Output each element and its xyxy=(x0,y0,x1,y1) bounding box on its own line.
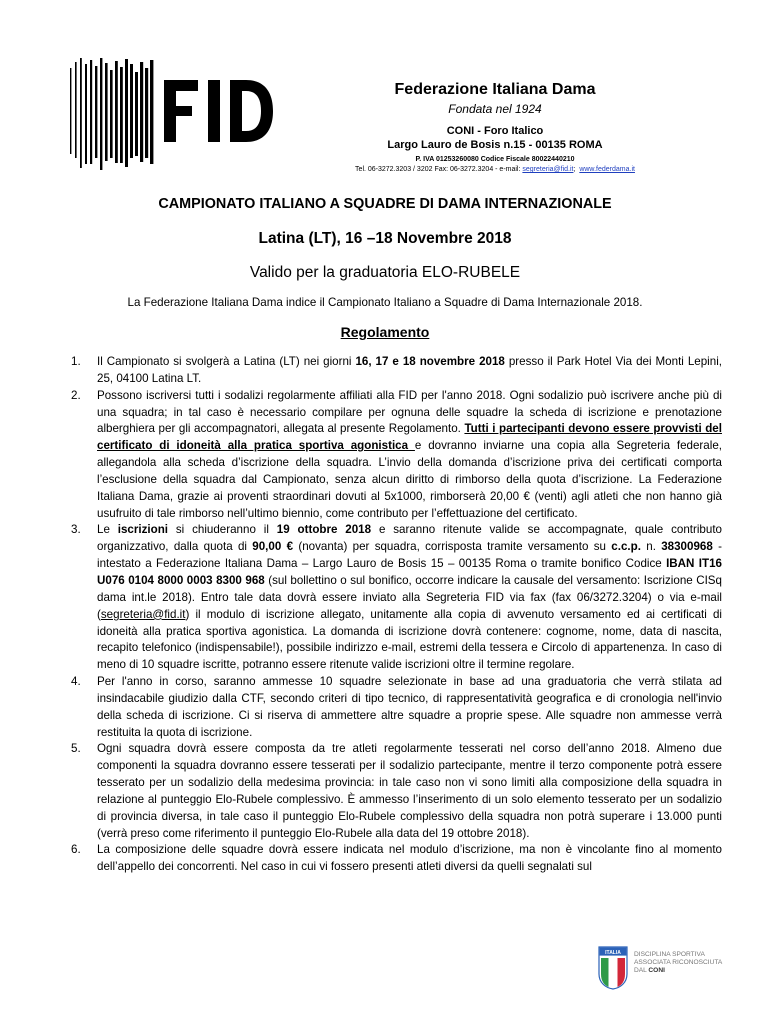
fid-logo-graphic xyxy=(70,58,275,170)
contacts-text: Tel. 06-3272.3203 / 3202 Fax: 06-3272.3204 - e-mail: xyxy=(355,166,523,173)
rule-item xyxy=(71,388,722,523)
org-coni-line: CONI - Foro Italico xyxy=(446,125,544,137)
event-dates: 16, 17 e 18 novembre 2018 xyxy=(355,355,505,368)
header-email-link[interactable]: segreteria@fid.it xyxy=(522,166,574,173)
org-contacts xyxy=(300,165,690,175)
shield-label: ITALIA xyxy=(605,950,621,956)
rule-number: 1. xyxy=(71,355,81,368)
rule-item xyxy=(71,741,722,842)
rule-number: 5. xyxy=(71,742,81,756)
iban-code: IBAN IT16 U076 0104 8000 0003 8300 968 xyxy=(97,557,722,587)
org-founded: Fondata nel 1924 xyxy=(448,102,542,116)
rule-text: e dovranno inviarne una copia alla Segreteria federale, allegandola alla scheda d’iscrizione della squadra. L’invio della domanda d’iscrizione priva dei certificati comporta l’esclusione della squadra dal Campionato, senza alcun diritto di rimborso della quota d’iscrizione. La Federazione Italiana Dama, grazie ai proventi straordinari dovuti al 5x1000, rimborserà 20,00 € (venti) agli atleti che non hanno già usufruito di tale rimborso nell’ultimo biennio, come contributo per l’effettuazione del certificato. xyxy=(97,439,722,520)
coni-line-1: DISCIPLINA SPORTIVA xyxy=(634,951,705,958)
document-title: CAMPIONATO ITALIANO A SQUADRE DI DAMA INTERNAZIONALE xyxy=(158,196,612,212)
registration-deadline: 19 ottobre 2018 xyxy=(276,523,372,537)
rule-text: Il Campionato si svolgerà a Latina (LT) nei giorni xyxy=(97,355,356,368)
ranking-validity: Valido per la graduatoria ELO-RUBELE xyxy=(249,264,521,281)
rule-text: - intestato a Federazione Italiana Dama – Largo Lauro de Bosis 15 – 00135 Roma o tramite bonifico Codice xyxy=(97,540,722,571)
iscrizioni-label: iscrizioni xyxy=(117,523,169,537)
rules-list xyxy=(71,354,722,876)
rule-text: presso il Park Hotel Via dei Monti Lepini, 25, 04100 Latina LT. xyxy=(97,355,722,385)
regolamento-heading: Regolamento xyxy=(340,324,430,340)
fid-logo xyxy=(70,58,275,170)
rule-text: Possono iscriversi tutti i sodalizi regolarmente affiliati alla FID per l'anno 2018. Ogni sodalizio può iscrivere anche più di una squadra; in tal caso è necessario compilare per ognuna delle squadre la scheda di iscrizione e prenotazione alberghiera per gli accompagnatori, allegata al presente Regolamento. xyxy=(97,388,722,436)
rule-text: (novanta) per squadra, corrisposta tramite versamento su xyxy=(293,540,612,554)
header-website-link[interactable]: www.federdama.it xyxy=(579,166,635,173)
segreteria-email-link[interactable]: segreteria@fid.it xyxy=(100,607,186,621)
org-address: Largo Lauro de Bosis n.15 - 00135 ROMA xyxy=(387,139,603,151)
ccp-label: c.c.p. xyxy=(611,540,641,554)
rule-text: ) il modulo di iscrizione allegato, unitamente alla copia di avvenuto versamento ed ai certificati di idoneità alla pratica sportiva agonistica. La domanda di iscrizione dovrà contenere: cognome, nome, data di nascita, recapito telefonico (indispensabile!), possibile indirizzo e-mail, estremi della tessera e Circolo di appartenenza. In caso di meno di 10 squadre iscritte, potranno essere ritenute valide iscrizioni oltre il termine regolare. xyxy=(97,607,722,672)
rule-text: si chiuderanno il xyxy=(168,523,277,537)
certificate-requirement: Tutti i partecipanti devono essere provvisti del certificato di idoneità alla pratica sportiva agonistica xyxy=(97,422,722,453)
coni-line-3-prefix: DAL xyxy=(634,967,649,974)
rule-text: Per l'anno in corso, saranno ammesse 10 squadre selezionate in base ad una graduatoria che verrà stilata ad insindacabile giudizio dalla CTF, secondo criteri di tipo tecnico, di rappresentatività geografica e di cronologia nell'invio della scheda di iscrizione. Ci si riserva di ammettere altre squadre a proprie spese. Alle squadre non ammesse verrà restituita la quota di iscrizione. xyxy=(97,675,722,739)
rule-text: (sul bollettino o sul bonifico, occorre indicare la causale del versamento: Iscrizione CISq dama int.le 2018). Entro tale data dovrà essere inviato alla Segreteria FID via fax (fax 06/3272.3204) o via e-mail ( xyxy=(97,573,722,621)
coni-brand: CONI xyxy=(648,967,665,974)
intro-paragraph: La Federazione Italiana Dama indice il Campionato Italiano a Squadre di Dama Internazionale 2018. xyxy=(127,296,643,309)
italia-shield-icon xyxy=(598,946,628,990)
contacts-separator: ; xyxy=(573,166,576,173)
event-location-dates: Latina (LT), 16 –18 Novembre 2018 xyxy=(258,230,512,247)
rule-item xyxy=(71,354,722,388)
rule-text: n. xyxy=(640,540,662,554)
org-piva: P. IVA 01253260080 Codice Fiscale 80022440210 xyxy=(415,156,575,163)
rule-number: 6. xyxy=(71,843,81,857)
ccp-number: 38300968 xyxy=(661,540,713,554)
rule-text: Ogni squadra dovrà essere composta da tre atleti regolarmente tesserati nel corso dell’anno 2018. Almeno due componenti la squadra dovranno essere tesserati per il sodalizio partecipante, mentre il terzo componente potrà essere tesserato per un sodalizio della medesima provincia: in tale caso non vi sono limiti alla composizione della squadra in relazione al punteggio Elo-Rubele complessivo. È ammesso l’inserimento di un solo elemento tesserato per un sodalizio di provincia diversa, in tale caso il punteggio Elo-Rubele complessivo della squadra non potrà superare i 13.000 punti (verrà preso come riferimento il punteggio Elo-Rubele alla data del 19 ottobre 2018). xyxy=(97,742,722,840)
coni-line-2: ASSOCIATA RICONOSCIUTA xyxy=(634,959,723,966)
letterhead xyxy=(300,80,690,175)
rule-text: e saranno ritenute valide se accompagnate, quale contributo organizzativo, dalla quota di xyxy=(97,523,722,554)
rule-number: 2. xyxy=(71,388,81,402)
rule-item xyxy=(71,842,722,876)
coni-text xyxy=(634,951,722,975)
rule-number: 3. xyxy=(71,523,81,537)
coni-line-3 xyxy=(634,967,722,975)
rule-number: 4. xyxy=(71,675,81,689)
rule-text: Le xyxy=(97,523,118,537)
team-fee: 90,00 € xyxy=(252,540,294,554)
rule-item xyxy=(71,674,722,741)
rule-text: La composizione delle squadre dovrà essere indicata nel modulo d’iscrizione, ma non è vincolante fino al momento dell’appello dei concorrenti. Nel caso in cui vi fossero presenti atleti diversi da quelli segnalati sul xyxy=(97,843,722,874)
coni-recognition-mark xyxy=(598,946,738,990)
rule-item xyxy=(71,522,722,674)
org-name: Federazione Italiana Dama xyxy=(394,81,596,98)
